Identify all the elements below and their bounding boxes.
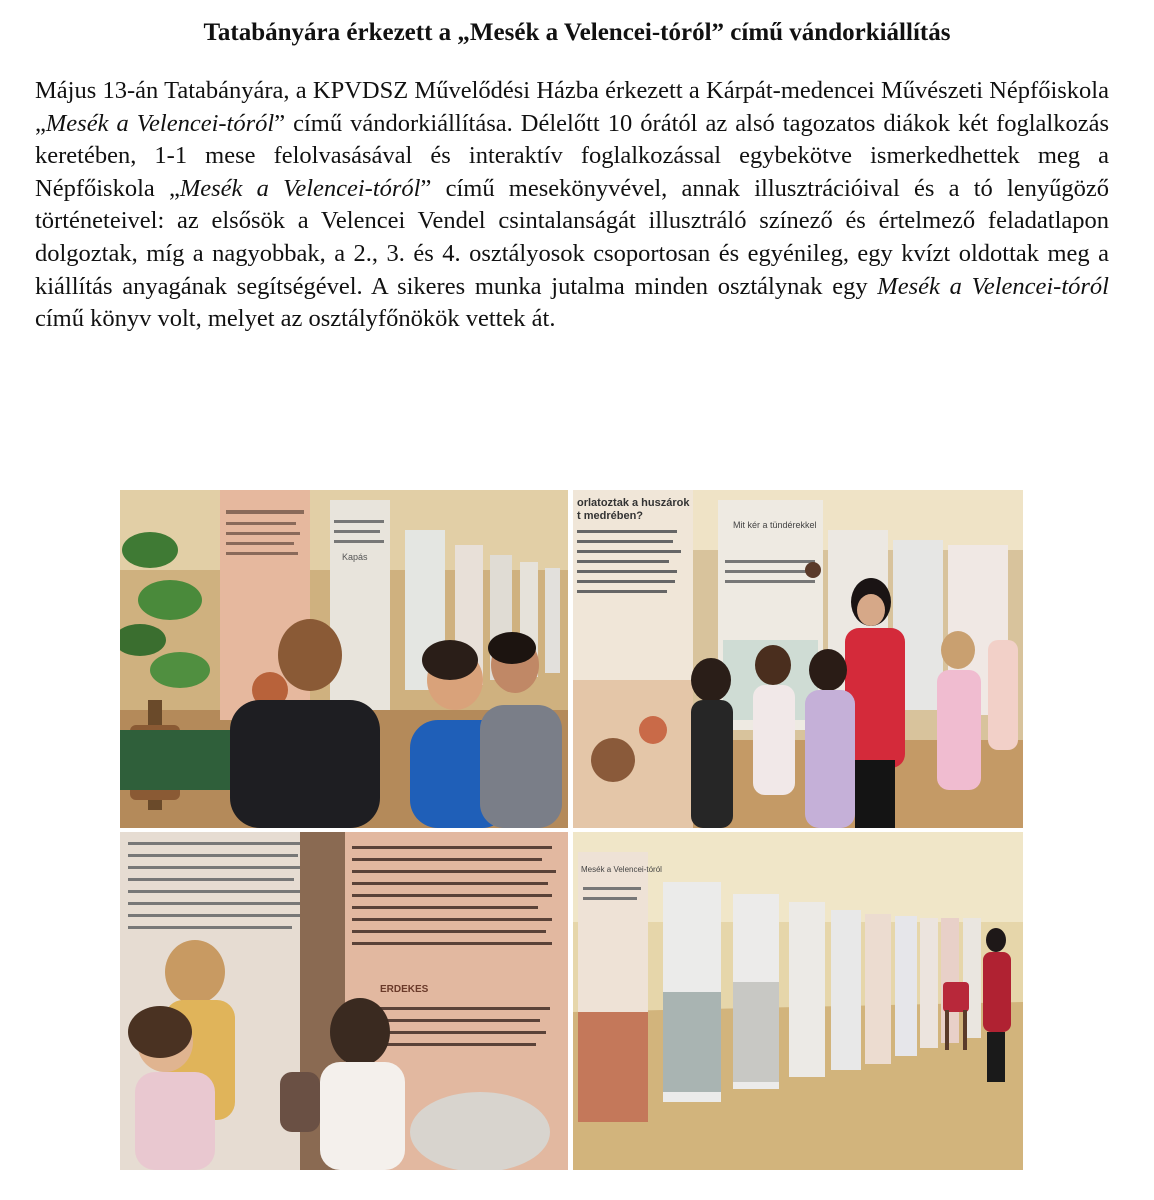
section-heading: ERDEKES (380, 984, 429, 995)
paragraph-text: Május 13-án Tatabányára, a KPVDSZ Művelődési Házba érkezett a Kárpát-medencei Művészeti Népfőiskola „ (35, 77, 1109, 137)
banner-text: Mit kér a tündérekkel (733, 520, 817, 530)
paragraph-text: ” című vándorkiállítása. Délelőtt 10 órától az alsó tagozatos diákok két foglalkozás keretében, 1-1 mese felolvasásával és interaktív foglalkozással egybekötve ismerkedhettek meg a Népfőiskola „ (35, 109, 1109, 202)
banner-text: Kapás (342, 552, 368, 562)
photo-teacher-with-children (573, 490, 1023, 828)
banner-heading: Mesék a Velencei-tóról (581, 865, 662, 874)
photo-girls-reading-banner (120, 832, 568, 1170)
document-body-paragraph (35, 75, 1109, 336)
banner-heading: orlatoztak a huszárok t medrében? (577, 497, 690, 522)
book-title-italic: Mesék a Velencei-tóról (877, 272, 1109, 300)
book-title-italic: Mesék a Velencei-tóról (179, 174, 421, 202)
paragraph-text: ” című mesekönyvével, annak illusztrációival és a tó lenyűgöző történeteivel: az elsősök a Velencei Vendel csintalanságát illusztráló színező és értelmező feladatlapon dolgoztak, míg a nagyobbak, a 2., 3. és 4. osztályosok csoportosan és egyénileg, egy kvízt oldottak meg a kiállítás anyagának segítségével. A sikeres munka jutalma minden osztálynak egy (35, 174, 1110, 300)
book-title-italic: Mesék a Velencei-tóról (45, 109, 275, 137)
document-title: Tatabányára érkezett a „Mesék a Velencei-tóról” című vándorkiállítás (203, 19, 951, 46)
paragraph-text: című könyv volt, melyet az osztályfőnökök vettek át. (35, 305, 556, 333)
photo-children-at-banners (120, 490, 568, 828)
photo-exhibition-banners-row (573, 832, 1023, 1170)
